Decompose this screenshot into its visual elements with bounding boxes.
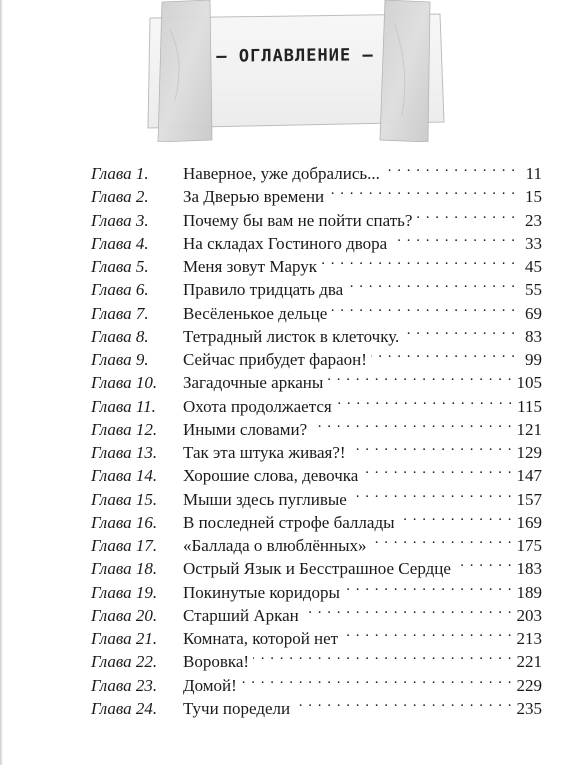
tape-graphic: [140, 0, 450, 142]
chapter-title: Сейчас прибудет фараон!: [183, 350, 367, 369]
chapter-label: Глава 18.: [91, 559, 158, 579]
dot-leader: [327, 365, 512, 388]
chapter-page-number: 33: [525, 233, 542, 253]
chapter-label: Глава 23.: [91, 675, 158, 695]
chapter-label: Глава 15.: [91, 489, 158, 509]
chapter-title: В последней строфе баллады: [183, 512, 395, 532]
chapter-label: Глава 12.: [91, 419, 158, 439]
dot-leader: [371, 342, 516, 365]
chapter-page-number: 203: [516, 605, 542, 625]
chapter-title: Меня зовут Марук: [183, 257, 318, 276]
chapter-label: Глава 8.: [91, 326, 149, 346]
chapter-label: Глава 20.: [91, 605, 158, 625]
dot-leader: [403, 319, 516, 342]
chapter-page-number: 189: [516, 582, 542, 602]
chapter-page-number: 235: [516, 698, 542, 718]
chapter-label: Глава 7.: [91, 303, 149, 323]
chapter-label: Глава 17.: [91, 536, 158, 555]
chapter-label: Глава 2.: [91, 187, 149, 207]
chapter-page-number: 23: [525, 210, 542, 230]
chapter-title: «Баллада о влюблённых»: [183, 536, 367, 555]
chapter-page-number: 45: [525, 257, 542, 276]
chapter-label: Глава 3.: [91, 210, 149, 230]
dot-leader: [371, 528, 513, 551]
dot-leader: [331, 296, 516, 319]
table-of-contents: [91, 156, 542, 718]
chapter-title: Правило тридцать два: [183, 280, 344, 300]
chapter-label: Глава 21.: [91, 629, 158, 648]
chapter-title: Хорошие слова, девочка: [183, 466, 359, 486]
chapter-page-number: 115: [517, 396, 542, 416]
chapter-title: Острый Язык и Бесстрашное Сердце: [183, 559, 451, 579]
chapter-title: Охота продолжается: [183, 396, 332, 416]
chapter-page-number: 175: [516, 536, 542, 555]
chapter-title: Домой!: [183, 675, 237, 695]
page-title: – ОГЛАВЛЕНИЕ –: [216, 45, 374, 67]
chapter-label: Глава 22.: [91, 652, 158, 672]
chapter-page-number: 11: [525, 164, 542, 183]
dot-leader: [416, 203, 516, 226]
chapter-page-number: 69: [525, 303, 542, 323]
chapter-label: Глава 6.: [91, 280, 149, 300]
chapter-title: Старший Аркан: [183, 605, 299, 625]
chapter-title: Почему бы вам не пойти спать?: [183, 210, 413, 230]
chapter-label: Глава 16.: [91, 512, 158, 532]
chapter-label: Глава 11.: [91, 396, 156, 416]
chapter-page-number: 55: [525, 280, 542, 300]
dot-leader: [391, 226, 516, 249]
dot-leader: [336, 389, 513, 412]
dot-leader: [399, 505, 513, 528]
chapter-title: Воровка!: [183, 652, 250, 672]
chapter-title: Покинутые коридоры: [183, 582, 340, 602]
chapter-page-number: 147: [516, 466, 542, 486]
chapter-label: Глава 24.: [91, 698, 158, 718]
chapter-page-number: 183: [516, 559, 542, 579]
chapter-label: Глава 13.: [91, 443, 158, 462]
chapter-title: За Дверью времени: [183, 187, 325, 207]
chapter-page-number: 129: [516, 443, 542, 462]
chapter-label: Глава 9.: [91, 350, 149, 369]
chapter-title: На складах Гостиного двора: [183, 233, 388, 253]
dot-leader: [384, 156, 516, 179]
dot-leader: [241, 668, 513, 691]
dot-leader: [351, 482, 513, 505]
title-tape-label: [140, 0, 450, 142]
chapter-page-number: 83: [525, 326, 542, 346]
chapter-page-number: 169: [516, 512, 542, 532]
dot-leader: [294, 691, 512, 714]
chapter-page-number: 221: [516, 652, 542, 672]
dot-leader: [321, 249, 516, 272]
chapter-title: Тучи поредели: [183, 698, 291, 718]
chapter-label: Глава 10.: [91, 373, 158, 393]
chapter-page-number: 213: [516, 629, 542, 648]
chapter-title: Мыши здесь пугливые: [183, 489, 347, 509]
dot-leader: [328, 179, 516, 202]
dot-leader: [342, 621, 512, 644]
dot-leader: [455, 551, 513, 574]
chapter-title: Комната, которой нет: [183, 629, 339, 648]
chapter-title: Весёленькое дельце: [183, 303, 328, 323]
dot-leader: [362, 458, 512, 481]
dot-leader: [303, 598, 513, 621]
chapter-label: Глава 1.: [91, 164, 149, 183]
chapter-title: Загадочные арканы: [183, 373, 324, 393]
chapter-page-number: 105: [516, 373, 542, 393]
chapter-page-number: 99: [525, 350, 542, 369]
chapter-label: Глава 5.: [91, 257, 149, 276]
chapter-title: Так эта штука живая?!: [183, 443, 346, 462]
chapter-title: Тетрадный листок в клеточку.: [183, 326, 400, 346]
dot-leader: [344, 575, 513, 598]
chapter-page-number: 157: [516, 489, 542, 509]
chapter-title: Наверное, уже добрались...: [183, 164, 380, 183]
chapter-title: Иными словами?: [183, 419, 308, 439]
chapter-label: Глава 4.: [91, 233, 149, 253]
chapter-page-number: 15: [525, 187, 542, 207]
dot-leader: [350, 435, 513, 458]
toc-row: [91, 156, 542, 183]
chapter-label: Глава 14.: [91, 466, 158, 486]
dot-leader: [311, 412, 512, 435]
chapter-label: Глава 19.: [91, 582, 158, 602]
page-edge: [0, 0, 3, 765]
dot-leader: [253, 644, 512, 667]
dot-leader: [347, 272, 516, 295]
chapter-page-number: 229: [516, 675, 542, 695]
chapter-page-number: 121: [516, 419, 542, 439]
